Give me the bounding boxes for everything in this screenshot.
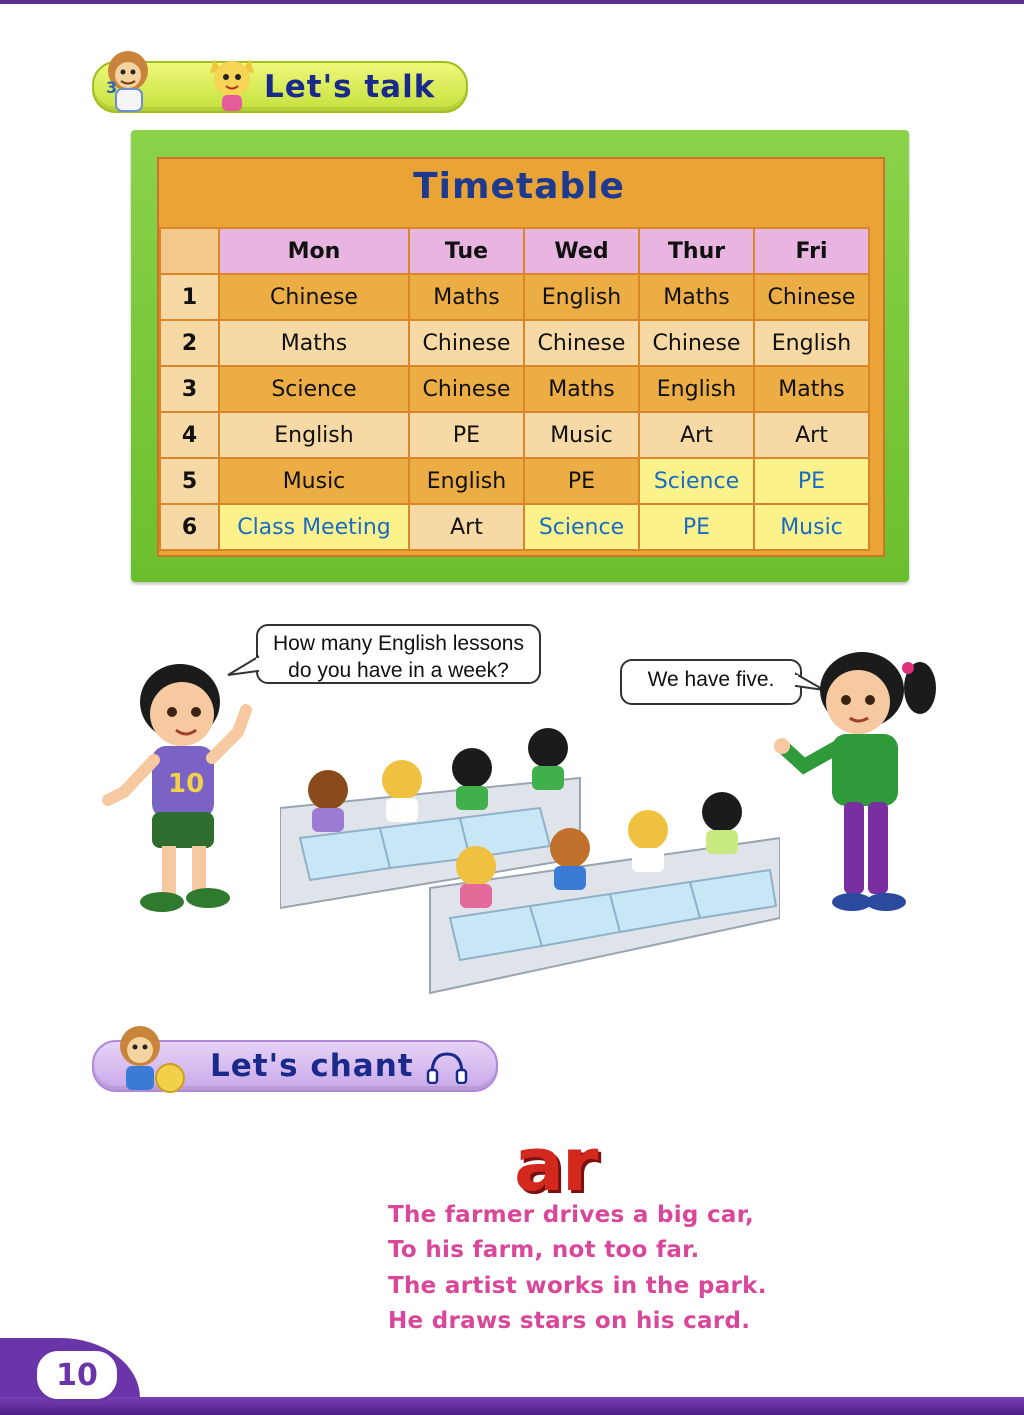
timetable-table [159,227,870,551]
lesson-cell: PE [409,412,524,458]
day-header-tue: Tue [409,228,524,274]
lesson-cell: Maths [524,366,639,412]
header-corner [160,228,219,274]
boy-question-line-2: do you have in a week? [288,659,509,682]
day-header-mon: Mon [219,228,409,274]
table-row [160,458,869,504]
lesson-cell: Chinese [219,274,409,320]
lesson-cell: Maths [409,274,524,320]
boy-question-line-1: How many English lessons [273,632,524,655]
svg-text:3: 3 [106,78,118,97]
table-row [160,274,869,320]
period-number: 1 [160,274,219,320]
lesson-cell: English [219,412,409,458]
page-number: 10 [34,1348,120,1402]
lesson-cell-highlight: Music [754,504,869,550]
lesson-cell: Music [524,412,639,458]
period-number: 3 [160,366,219,412]
lesson-cell-highlight: PE [639,504,754,550]
lesson-cell: Maths [639,274,754,320]
monkey-with-headphones-icon [96,1016,196,1102]
lesson-cell: PE [524,458,639,504]
lesson-cell-highlight: Class Meeting [219,504,409,550]
lesson-cell: Maths [754,366,869,412]
table-row [160,320,869,366]
lesson-cell: Chinese [409,366,524,412]
chant-line: He draws stars on his card. [388,1308,751,1334]
lets-chant-title: Let's chant [210,1048,414,1084]
lesson-cell-highlight: Science [524,504,639,550]
boy-speech-bubble [256,624,541,684]
jersey-number: 10 [168,769,205,799]
lesson-cell: Maths [219,320,409,366]
lesson-cell: Science [219,366,409,412]
top-border [0,0,1024,4]
headphones-icon [426,1050,468,1084]
lesson-cell: Music [219,458,409,504]
period-number: 5 [160,458,219,504]
lesson-cell: Chinese [409,320,524,366]
lesson-cell: English [409,458,524,504]
lesson-cell: Chinese [524,320,639,366]
lesson-cell-highlight: Science [639,458,754,504]
classroom-illustration [280,718,780,998]
day-header-thur: Thur [639,228,754,274]
cat-mascot-icon [202,49,262,113]
table-row [160,412,869,458]
lesson-cell: English [639,366,754,412]
lets-talk-banner [92,61,468,113]
bottom-border [0,1397,1024,1415]
period-number: 2 [160,320,219,366]
lesson-cell: Chinese [639,320,754,366]
monkey-mascot-icon [92,41,182,113]
lets-chant-banner [92,1040,498,1092]
day-header-fri: Fri [754,228,869,274]
table-row [160,504,869,550]
timetable-title: Timetable [413,166,625,207]
chant-line: The artist works in the park. [388,1273,767,1299]
table-row [160,366,869,412]
lesson-cell: English [754,320,869,366]
lesson-cell: Chinese [754,274,869,320]
girl-speech-bubble: We have five. [620,659,802,705]
chant-line: To his farm, not too far. [388,1237,700,1263]
lesson-cell: English [524,274,639,320]
lesson-cell: Art [409,504,524,550]
chant-line: The farmer drives a big car, [388,1202,755,1228]
period-number: 4 [160,412,219,458]
day-header-wed: Wed [524,228,639,274]
phonics-ar-heading: ar [514,1122,597,1208]
timetable-header-row [160,228,869,274]
lets-talk-title: Let's talk [264,69,436,105]
lesson-cell: Art [639,412,754,458]
lesson-cell: Art [754,412,869,458]
lesson-cell-highlight: PE [754,458,869,504]
girl-illustration [770,646,940,920]
period-number: 6 [160,504,219,550]
boy-illustration [100,662,270,924]
